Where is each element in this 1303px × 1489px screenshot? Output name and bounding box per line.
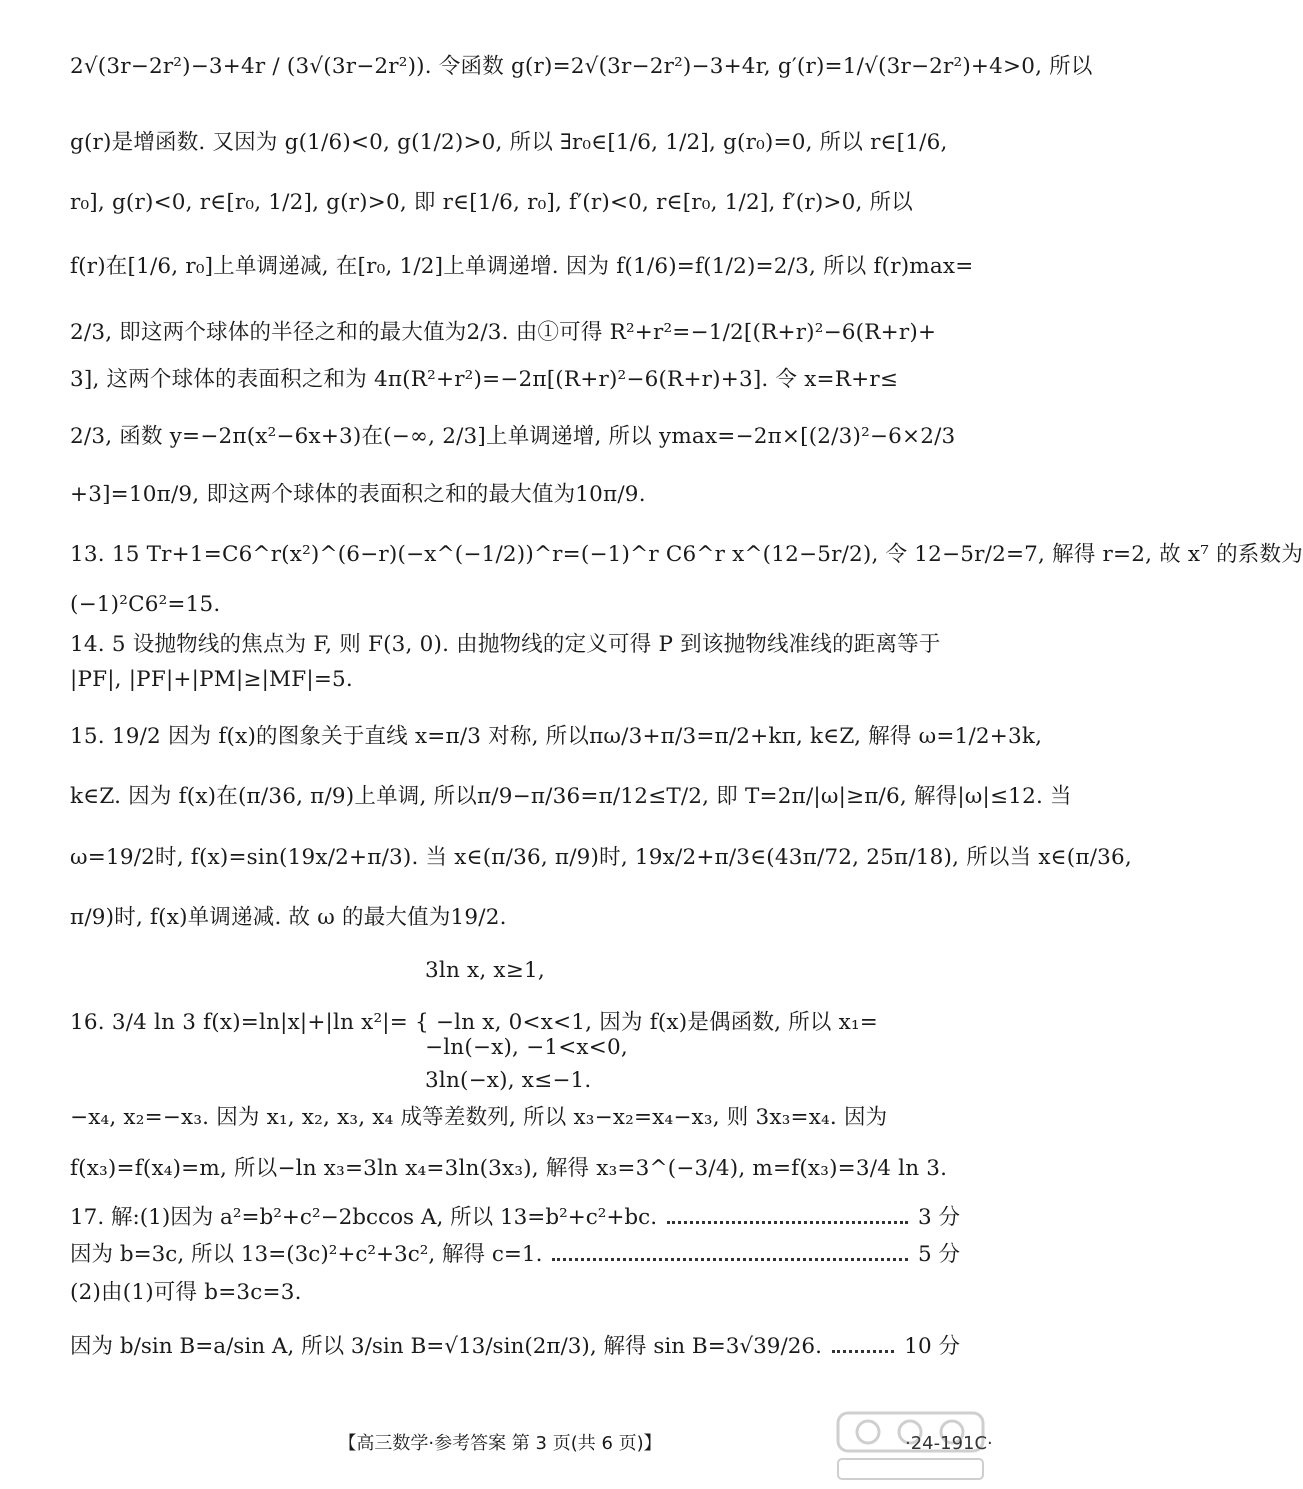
answer-16-line: f(x₃)=f(x₄)=m, 所以−ln x₃=3ln x₄=3ln(3x₃), 解得 x₃=3^(−3/4), m=f(x₃)=3/4 ln 3. [70,1156,948,1181]
answer-16-line: −x₄, x₂=−x₃. 因为 x₁, x₂, x₃, x₄ 成等差数列, 所以 x₃−x₂=x₄−x₃, 则 3x₃=x₄. 因为 [70,1105,888,1130]
answer-15-line: ω=19/2时, f(x)=sin(19x/2+π/3). 当 x∈(π/36, π/9)时, 19x/2+π/3∈(43π/72, 25π/18), 所以当 x∈(π/36, [70,845,1132,870]
text-line: +3]=10π/9, 即这两个球体的表面积之和的最大值为10π/9. [70,482,646,507]
scored-step [70,1203,960,1233]
step-score: 3 分 [917,1205,960,1230]
answer-17-line: (2)由(1)可得 b=3c=3. [70,1280,302,1305]
answer-15-line: π/9)时, f(x)单调递减. 故 ω 的最大值为19/2. [70,905,507,930]
answer-13-line: 13. 15 Tr+1=C6^r(x²)^(6−r)(−x^(−1/2))^r=(−1)^r C6^r x^(12−5r/2), 令 12−5r/2=7, 解得 r=2, 故 x⁷ 的系数为 [70,542,1303,567]
watermark-logo-icon [828,1405,993,1485]
step-text: 因为 b/sin B=a/sin A, 所以 3/sin B=√13/sin(2π/3), 解得 sin B=3√39/26. [70,1334,822,1359]
leader-dots [667,1221,908,1224]
text-line: 3], 这两个球体的表面积之和为 4π(R²+r²)=−2π[(R+r)²−6(R+r)+3]. 令 x=R+r≤ [70,367,899,392]
text-line: f(r)在[1/6, r₀]上单调递减, 在[r₀, 1/2]上单调递增. 因为 f(1/6)=f(1/2)=2/3, 所以 f(r)max= [70,254,974,279]
leader-dots [552,1258,908,1261]
piecewise-case: 3ln x, x≥1, [425,958,545,983]
answer-14-line: |PF|, |PF|+|PM|≥|MF|=5. [70,667,353,692]
step-text: 17. 解:(1)因为 a²=b²+c²−2bccos A, 所以 13=b²+c²+bc. [70,1205,658,1230]
step-score: 5 分 [917,1242,960,1267]
answer-15-line: k∈Z. 因为 f(x)在(π/36, π/9)上单调, 所以π/9−π/36=π/12≤T/2, 即 T=2π/|ω|≥π/6, 解得|ω|≤12. 当 [70,784,1072,809]
leader-dots [832,1350,894,1353]
text-line: g(r)是增函数. 又因为 g(1/6)<0, g(1/2)>0, 所以 ∃r₀∈[1/6, 1/2], g(r₀)=0, 所以 r∈[1/6, [70,130,948,155]
text-line: 2/3, 即这两个球体的半径之和的最大值为2/3. 由①可得 R²+r²=−1/2[(R+r)²−6(R+r)+ [70,320,937,345]
step-text: 因为 b=3c, 所以 13=(3c)²+c²+3c², 解得 c=1. [70,1242,543,1267]
text-line: r₀], g(r)<0, r∈[r₀, 1/2], g(r)>0, 即 r∈[1/6, r₀], f′(r)<0, r∈[r₀, 1/2], f′(r)>0, 所以 [70,190,913,215]
paper-code: ·24-191C· [905,1433,993,1454]
step-score: 10 分 [904,1334,960,1359]
piecewise-case: 3ln(−x), x≤−1. [425,1068,592,1093]
piecewise-case: −ln(−x), −1<x<0, [425,1035,628,1060]
scored-step [70,1332,960,1362]
page-footer: 【高三数学·参考答案 第 3 页(共 6 页)】 [338,1433,662,1454]
text-line: 2/3, 函数 y=−2π(x²−6x+3)在(−∞, 2/3]上单调递增, 所以 ymax=−2π×[(2/3)²−6×2/3 [70,424,956,449]
answer-15-line: 15. 19/2 因为 f(x)的图象关于直线 x=π/3 对称, 所以πω/3+π/3=π/2+kπ, k∈Z, 解得 ω=1/2+3k, [70,724,1043,749]
answer-13-line: (−1)²C6²=15. [70,592,221,617]
answer-14-line: 14. 5 设抛物线的焦点为 F, 则 F(3, 0). 由抛物线的定义可得 P 到该抛物线准线的距离等于 [70,632,941,657]
scored-step [70,1240,960,1270]
answer-16-line: 16. 3/4 ln 3 f(x)=ln|x|+|ln x²|= { −ln x, 0<x<1, 因为 f(x)是偶函数, 所以 x₁= [70,1010,879,1035]
text-line: 2√(3r−2r²)−3+4r / (3√(3r−2r²)). 令函数 g(r)=2√(3r−2r²)−3+4r, g′(r)=1/√(3r−2r²)+4>0, 所以 [70,54,1093,79]
